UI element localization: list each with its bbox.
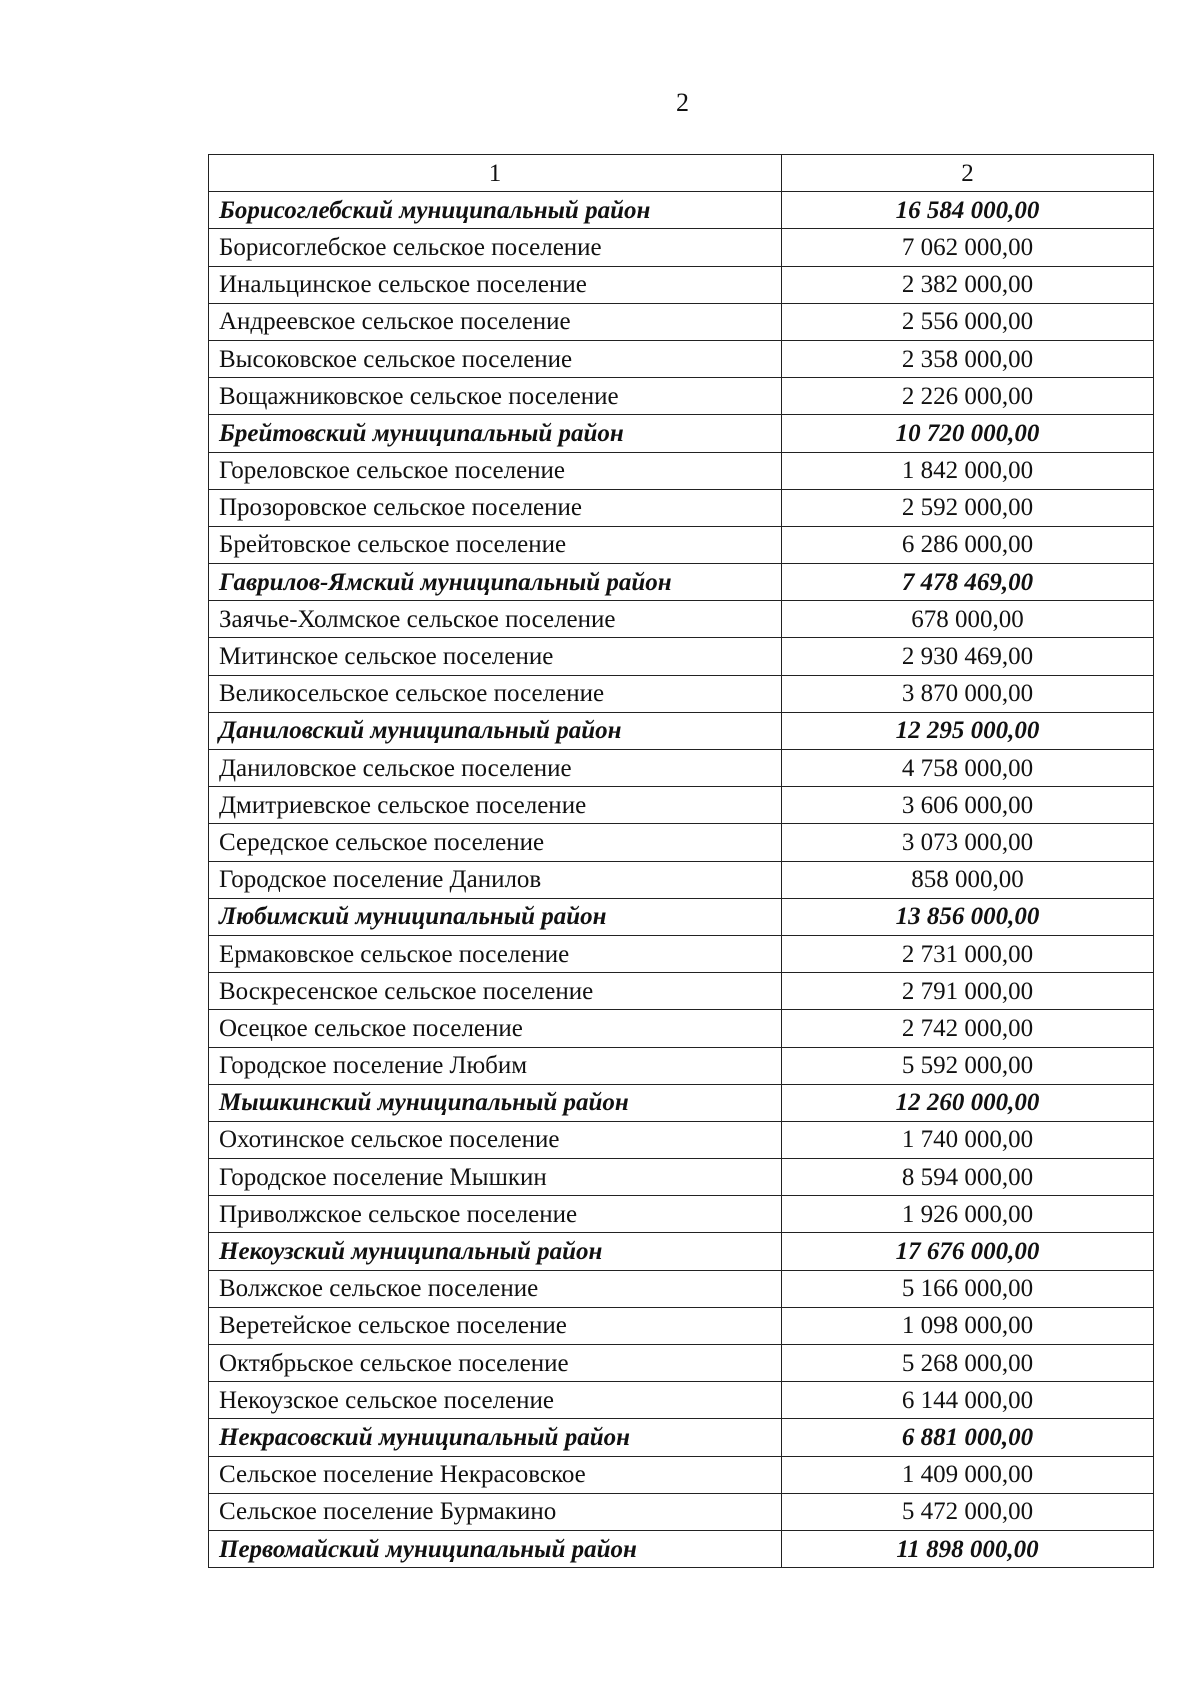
settlement-row (209, 1493, 1154, 1530)
settlement-row (209, 1307, 1154, 1344)
settlement-name: Сельское поселение Бурмакино (209, 1493, 782, 1530)
settlement-amount: 2 731 000,00 (782, 935, 1154, 972)
settlement-name: Вощажниковское сельское поселение (209, 378, 782, 415)
settlement-name: Приволжское сельское поселение (209, 1196, 782, 1233)
settlement-name: Воскресенское сельское поселение (209, 973, 782, 1010)
settlement-amount: 2 556 000,00 (782, 303, 1154, 340)
settlement-amount: 5 472 000,00 (782, 1493, 1154, 1530)
settlement-amount: 6 286 000,00 (782, 526, 1154, 563)
settlement-row (209, 1047, 1154, 1084)
district-row (209, 1233, 1154, 1270)
district-amount: 13 856 000,00 (782, 898, 1154, 935)
settlement-amount: 5 592 000,00 (782, 1047, 1154, 1084)
settlement-row (209, 1456, 1154, 1493)
settlement-amount: 858 000,00 (782, 861, 1154, 898)
allocation-table (208, 154, 1154, 1568)
district-amount: 11 898 000,00 (782, 1530, 1154, 1567)
settlement-name: Городское поселение Любим (209, 1047, 782, 1084)
district-amount: 6 881 000,00 (782, 1419, 1154, 1456)
settlement-amount: 2 592 000,00 (782, 489, 1154, 526)
district-row (209, 712, 1154, 749)
settlement-amount: 2 930 469,00 (782, 638, 1154, 675)
settlement-name: Высоковское сельское поселение (209, 340, 782, 377)
settlement-row (209, 303, 1154, 340)
settlement-name: Прозоровское сельское поселение (209, 489, 782, 526)
district-row (209, 1530, 1154, 1567)
table-header-row (209, 155, 1154, 192)
district-amount: 17 676 000,00 (782, 1233, 1154, 1270)
settlement-amount: 1 409 000,00 (782, 1456, 1154, 1493)
settlement-name: Инальцинское сельское поселение (209, 266, 782, 303)
district-name: Любимский муниципальный район (209, 898, 782, 935)
settlement-name: Октябрьское сельское поселение (209, 1345, 782, 1382)
table-body (209, 155, 1154, 1568)
settlement-name: Середское сельское поселение (209, 824, 782, 861)
settlement-amount: 3 073 000,00 (782, 824, 1154, 861)
district-amount: 12 260 000,00 (782, 1084, 1154, 1121)
settlement-amount: 2 791 000,00 (782, 973, 1154, 1010)
settlement-amount: 1 098 000,00 (782, 1307, 1154, 1344)
settlement-row (209, 675, 1154, 712)
settlement-name: Волжское сельское поселение (209, 1270, 782, 1307)
district-name: Брейтовский муниципальный район (209, 415, 782, 452)
district-amount: 16 584 000,00 (782, 192, 1154, 229)
settlement-name: Брейтовское сельское поселение (209, 526, 782, 563)
district-row (209, 415, 1154, 452)
settlement-row (209, 378, 1154, 415)
settlement-name: Городское поселение Данилов (209, 861, 782, 898)
district-name: Первомайский муниципальный район (209, 1530, 782, 1567)
district-row (209, 1084, 1154, 1121)
district-name: Борисоглебский муниципальный район (209, 192, 782, 229)
settlement-name: Веретейское сельское поселение (209, 1307, 782, 1344)
settlement-amount: 2 382 000,00 (782, 266, 1154, 303)
settlement-row (209, 824, 1154, 861)
district-name: Даниловский муниципальный район (209, 712, 782, 749)
settlement-row (209, 1270, 1154, 1307)
settlement-amount: 2 742 000,00 (782, 1010, 1154, 1047)
settlement-amount: 678 000,00 (782, 601, 1154, 638)
settlement-row (209, 1345, 1154, 1382)
district-name: Мышкинский муниципальный район (209, 1084, 782, 1121)
settlement-row (209, 489, 1154, 526)
settlement-name: Митинское сельское поселение (209, 638, 782, 675)
settlement-row (209, 935, 1154, 972)
district-name: Гаврилов-Ямский муниципальный район (209, 564, 782, 601)
settlement-row (209, 1159, 1154, 1196)
settlement-row (209, 861, 1154, 898)
settlement-amount: 2 226 000,00 (782, 378, 1154, 415)
settlement-row (209, 601, 1154, 638)
settlement-amount: 4 758 000,00 (782, 750, 1154, 787)
settlement-row (209, 266, 1154, 303)
settlement-row (209, 1382, 1154, 1419)
settlement-row (209, 1121, 1154, 1158)
district-amount: 7 478 469,00 (782, 564, 1154, 601)
settlement-amount: 5 166 000,00 (782, 1270, 1154, 1307)
settlement-amount: 1 740 000,00 (782, 1121, 1154, 1158)
settlement-name: Великосельское сельское поселение (209, 675, 782, 712)
settlement-name: Некоузское сельское поселение (209, 1382, 782, 1419)
district-row (209, 192, 1154, 229)
district-name: Некрасовский муниципальный район (209, 1419, 782, 1456)
settlement-name: Борисоглебское сельское поселение (209, 229, 782, 266)
settlement-name: Городское поселение Мышкин (209, 1159, 782, 1196)
settlement-row (209, 340, 1154, 377)
settlement-name: Осецкое сельское поселение (209, 1010, 782, 1047)
settlement-name: Охотинское сельское поселение (209, 1121, 782, 1158)
settlement-name: Гореловское сельское поселение (209, 452, 782, 489)
settlement-name: Дмитриевское сельское поселение (209, 787, 782, 824)
page-number: 2 (676, 88, 689, 117)
column-header-1: 1 (209, 155, 782, 192)
district-amount: 12 295 000,00 (782, 712, 1154, 749)
settlement-row (209, 1010, 1154, 1047)
settlement-row (209, 750, 1154, 787)
settlement-row (209, 638, 1154, 675)
settlement-row (209, 1196, 1154, 1233)
settlement-name: Ермаковское сельское поселение (209, 935, 782, 972)
settlement-amount: 8 594 000,00 (782, 1159, 1154, 1196)
column-header-2: 2 (782, 155, 1154, 192)
settlement-row (209, 787, 1154, 824)
settlement-amount: 5 268 000,00 (782, 1345, 1154, 1382)
settlement-name: Андреевское сельское поселение (209, 303, 782, 340)
settlement-name: Даниловское сельское поселение (209, 750, 782, 787)
settlement-amount: 1 926 000,00 (782, 1196, 1154, 1233)
settlement-row (209, 973, 1154, 1010)
settlement-amount: 2 358 000,00 (782, 340, 1154, 377)
settlement-row (209, 452, 1154, 489)
district-amount: 10 720 000,00 (782, 415, 1154, 452)
settlement-name: Заячье-Холмское сельское поселение (209, 601, 782, 638)
settlement-amount: 3 606 000,00 (782, 787, 1154, 824)
settlement-row (209, 229, 1154, 266)
district-row (209, 1419, 1154, 1456)
district-name: Некоузский муниципальный район (209, 1233, 782, 1270)
settlement-row (209, 526, 1154, 563)
settlement-amount: 1 842 000,00 (782, 452, 1154, 489)
district-row (209, 898, 1154, 935)
district-row (209, 564, 1154, 601)
settlement-amount: 3 870 000,00 (782, 675, 1154, 712)
settlement-name: Сельское поселение Некрасовское (209, 1456, 782, 1493)
settlement-amount: 6 144 000,00 (782, 1382, 1154, 1419)
settlement-amount: 7 062 000,00 (782, 229, 1154, 266)
